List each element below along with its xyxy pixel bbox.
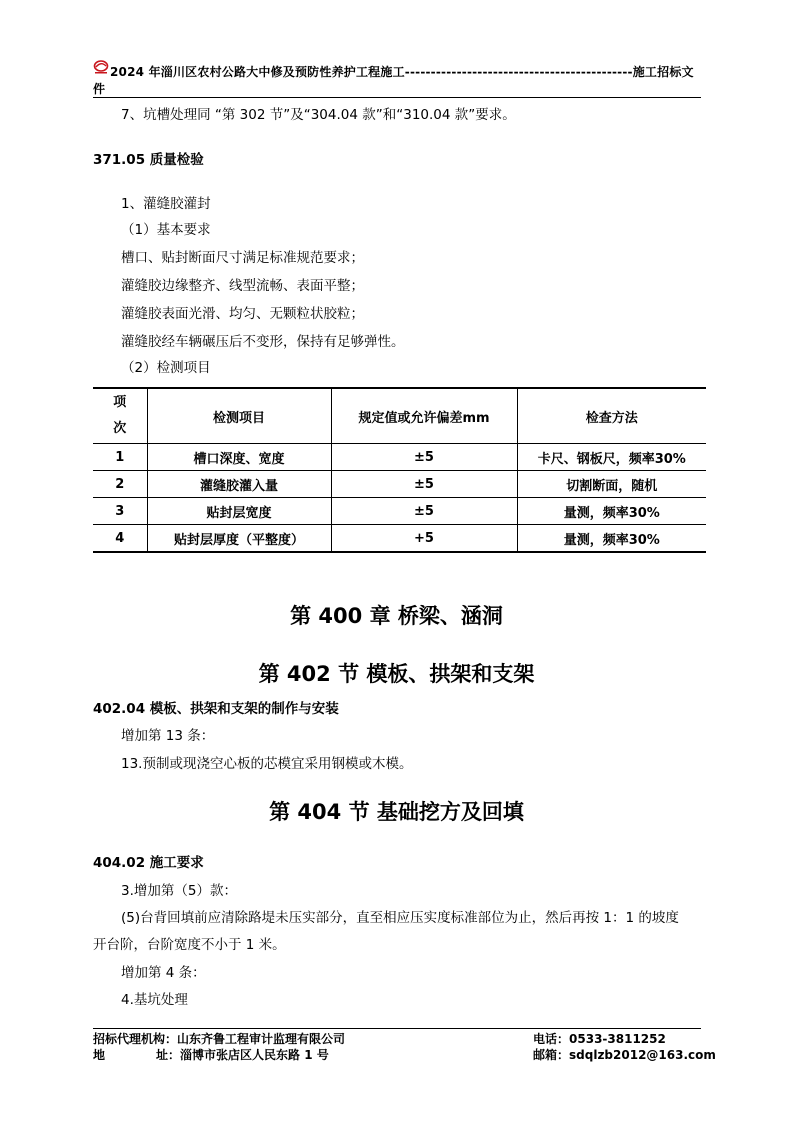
paragraph: 增加第 4 条：	[121, 965, 206, 981]
email-label: 邮箱：	[533, 1048, 570, 1062]
requirement-item: 灌缝胶表面光滑、均匀、无颗粒状胶粒；	[121, 306, 364, 322]
table-cell: 1	[93, 444, 147, 471]
column-header-tolerance: 规定值或允许偏差mm	[331, 388, 517, 444]
section-title-402: 第 402 节 模板、拱架和支架	[258, 662, 535, 686]
table-cell: ±5	[331, 444, 517, 471]
subsection-heading-404-02: 404.02 施工要求	[93, 855, 204, 871]
table-cell: 卡尺、钢板尺，频率30%	[517, 444, 706, 471]
table-cell: 灌缝胶灌入量	[147, 471, 331, 498]
table-row	[93, 525, 706, 553]
column-header-method: 检查方法	[517, 388, 706, 444]
requirement-item: 槽口、贴封断面尺寸满足标准规范要求；	[121, 250, 364, 266]
address-value: 淄博市张店区人民东路 1 号	[180, 1048, 329, 1062]
subheading-inspection-items: （2）检测项目	[121, 360, 211, 376]
inspection-table	[93, 387, 706, 553]
header-divider	[93, 97, 701, 98]
table-cell: 量测，频率30%	[517, 525, 706, 553]
table-cell: +5	[331, 525, 517, 553]
footer-email	[533, 1047, 716, 1064]
table-row	[93, 444, 706, 471]
table-row	[93, 471, 706, 498]
column-header-no: 项 次	[93, 388, 147, 444]
table-cell: 2	[93, 471, 147, 498]
table-cell: 4	[93, 525, 147, 553]
paragraph: 3.增加第（5）款：	[121, 883, 237, 899]
footer-address	[93, 1047, 329, 1064]
document-header	[93, 64, 701, 98]
address-label-b: 址：	[156, 1048, 181, 1062]
phone-value: 0533-3811252	[569, 1032, 666, 1046]
table-cell: 槽口深度、宽度	[147, 444, 331, 471]
column-header-item: 检测项目	[147, 388, 331, 444]
table-cell: ±5	[331, 498, 517, 525]
agency-value: 山东齐鲁工程审计监理有限公司	[177, 1032, 346, 1046]
table-cell: 3	[93, 498, 147, 525]
paragraph: 增加第 13 条：	[121, 728, 215, 744]
paragraph: 开台阶，台阶宽度不小于 1 米。	[93, 937, 286, 953]
chapter-title: 第 400 章 桥梁、涵洞	[290, 604, 503, 628]
agency-label: 招标代理机构：	[93, 1032, 178, 1046]
footer-divider	[93, 1028, 701, 1029]
section-heading-371-05: 371.05 质量检验	[93, 152, 204, 168]
table-cell: 量测，频率30%	[517, 498, 706, 525]
requirement-item: 灌缝胶经车辆碾压后不变形，保持有足够弹性。	[121, 334, 405, 350]
table-cell: 切割断面，随机	[517, 471, 706, 498]
subsection-heading-402-04: 402.04 模板、拱架和支架的制作与安装	[93, 701, 339, 717]
paragraph: (5)台背回填前应清除路堤未压实部分，直至相应压实度标准部位为止，然后再按 1：1 的坡度	[121, 910, 679, 926]
header-title: 2024 年淄川区农村公路大中修及预防性养护工程施工--------------------------------------------施工招标文	[110, 65, 694, 79]
address-label-a: 地	[93, 1048, 106, 1062]
subheading-basic-requirements: （1）基本要求	[121, 222, 211, 238]
paragraph: 13.预制或现浇空心板的芯模宜采用钢模或木模。	[121, 756, 413, 772]
table-cell: 贴封层厚度（平整度）	[147, 525, 331, 553]
paragraph: 4.基坑处理	[121, 992, 188, 1008]
table-cell: ±5	[331, 471, 517, 498]
header-title-continued: 件	[93, 82, 106, 96]
footer-agency	[93, 1031, 345, 1048]
table-row	[93, 498, 706, 525]
paragraph-pit-treatment: 7、坑槽处理同 “第 302 节”及“304.04 款”和“310.04 款”要求。	[121, 107, 516, 123]
footer-phone	[533, 1031, 666, 1048]
phone-label: 电话：	[533, 1032, 570, 1046]
section-title-404: 第 404 节 基础挖方及回填	[269, 800, 524, 824]
email-value: sdqlzb2012@163.com	[569, 1048, 716, 1062]
list-item-sealant: 1、灌缝胶灌封	[121, 196, 211, 212]
table-header-row	[93, 388, 706, 444]
table-cell: 贴封层宽度	[147, 498, 331, 525]
requirement-item: 灌缝胶边缘整齐、线型流畅、表面平整；	[121, 278, 364, 294]
